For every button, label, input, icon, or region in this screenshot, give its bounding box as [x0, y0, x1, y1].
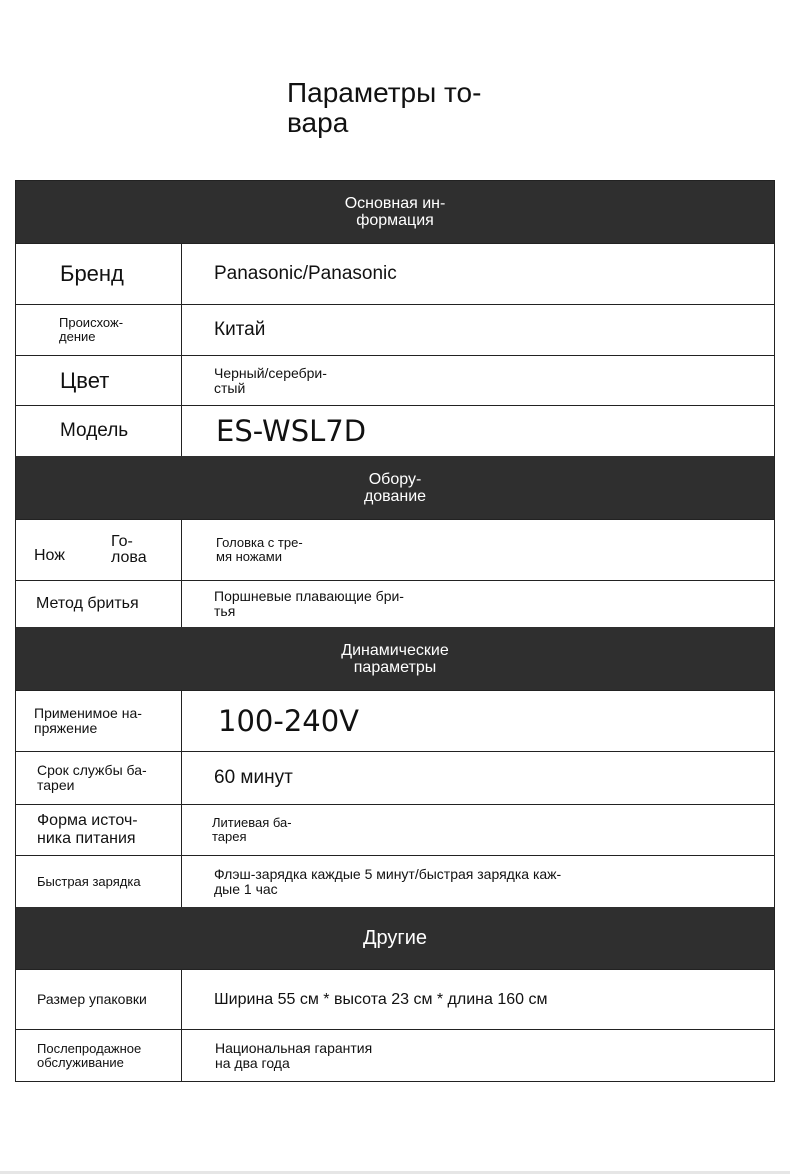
- section-header-equipment: Обору- дование: [16, 456, 774, 519]
- row-label-origin: Происхож- дение: [16, 305, 182, 355]
- row-value-voltage: 100-240V: [218, 704, 360, 738]
- table-row-power-source: [16, 804, 774, 855]
- page-title: Параметры то- вара: [287, 77, 482, 138]
- row-value-color: Черный/серебри- стый: [214, 364, 327, 396]
- table-row-battery-life: [16, 751, 774, 804]
- spec-table: [15, 180, 775, 1082]
- table-row-fast-charge: [16, 855, 774, 907]
- row-label-brand: Бренд: [16, 244, 182, 304]
- table-row-package-size: [16, 969, 774, 1029]
- row-value-package-size: Ширина 55 см * высота 23 см * длина 160 см: [214, 990, 548, 1008]
- table-row-after-sales: [16, 1029, 774, 1081]
- row-label-model: Модель: [16, 406, 182, 456]
- row-value-blade-head: Головка с тре- мя ножами: [216, 535, 303, 564]
- row-value-after-sales: Национальная гарантия на два года: [215, 1039, 373, 1071]
- table-row-model: [16, 405, 774, 456]
- row-label-voltage: Применимое на- пряжение: [16, 691, 182, 751]
- table-row-color: [16, 355, 774, 405]
- row-value-brand: Panasonic/Panasonic: [214, 263, 397, 284]
- row-label-power-source: Форма источ- ника питания: [16, 805, 182, 855]
- row-value-power-source: Литиевая ба- тарея: [212, 815, 292, 844]
- row-label-battery-life: Срок службы ба- тареи: [16, 752, 182, 804]
- row-label-fast-charge: Быстрая зарядка: [16, 856, 182, 907]
- table-row-shaving-method: [16, 580, 774, 627]
- table-row-blade-head: [16, 519, 774, 580]
- row-label-color: Цвет: [16, 356, 182, 405]
- row-label-head: Го- лова: [110, 533, 147, 566]
- row-value-shaving-method: Поршневые плавающие бри- тья: [214, 588, 404, 619]
- row-label-blade-head: [16, 520, 182, 580]
- row-value-battery-life: 60 минут: [214, 767, 293, 788]
- section-header-basic-info: Основная ин- формация: [16, 181, 774, 243]
- row-value-origin: Китай: [214, 319, 266, 340]
- row-label-after-sales: Послепродажное обслуживание: [16, 1030, 182, 1081]
- table-row-brand: [16, 243, 774, 304]
- row-value-fast-charge: Флэш-зарядка каждые 5 минут/быстрая зарядка каж- дые 1 час: [214, 865, 562, 897]
- table-row-origin: [16, 304, 774, 355]
- table-row-voltage: [16, 690, 774, 751]
- row-label-shaving-method: Метод бритья: [16, 581, 182, 627]
- section-header-dynamic-params: Динамические параметры: [16, 627, 774, 690]
- row-value-model: ES-WSL7D: [216, 414, 367, 448]
- row-label-knife: Нож: [34, 547, 65, 564]
- row-label-package-size: Размер упаковки: [16, 970, 182, 1029]
- section-header-other: Другие: [16, 907, 774, 969]
